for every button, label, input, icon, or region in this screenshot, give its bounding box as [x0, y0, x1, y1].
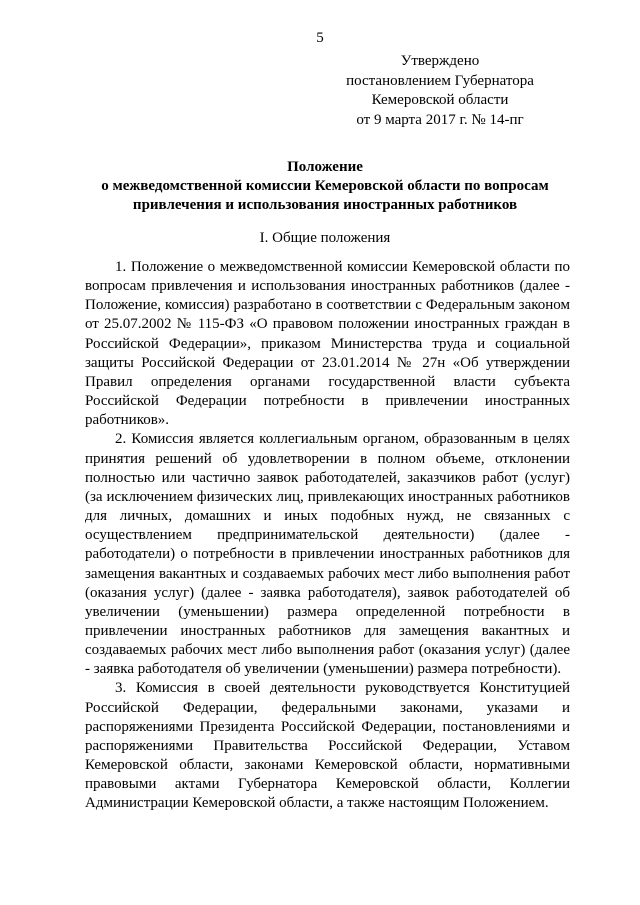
document-title	[80, 158, 570, 215]
page-number: 5	[316, 30, 324, 46]
approval-line: от 9 марта 2017 г. № 14-пг	[356, 111, 524, 128]
approval-line: Кемеровской области	[371, 92, 509, 108]
document-body	[85, 258, 570, 814]
title-line: привлечения и использования иностранных работников	[132, 197, 518, 213]
section-heading: I. Общие положения	[259, 230, 391, 246]
paragraph: 2. Комиссия является коллегиальным органом, образованным в целях принятия решений об удовлетворении в полном объеме, отклонении полностью или частично заявок работодателей, заказчиков работ (услуг) (за исключением физических лиц, привлекающих иностранных работников для личных, домашних и иных подобных нужд, не связанных с осуществлением предпринимательской деятельности) (далее - работодатели) о потребности в привлечении иностранных работников для замещения вакантных и создаваемых рабочих мест либо выполнения работ (оказания услуг) (далее - заявка работодателя), заявок работодателей об увеличении (уменьшении) размера определенной потребности в привлечении иностранных работников для замещения вакантных и создаваемых рабочих мест либо выполнения работ (оказания услуг) (далее - заявка работодателя об увеличении (уменьшении) размера потребности).	[85, 431, 570, 678]
paragraph: 3. Комиссия в своей деятельности руководствуется Конституцией Российской Федерации, федеральными законами, указами и распоряжениями Президента Российской Федерации, постановлениями и распоряжениями Правительства Российской Федерации, Уставом Кемеровской области, законами Кемеровской области, нормативными правовыми актами Губернатора Кемеровской области, Коллегии Администрации Кемеровской области, а также настоящим Положением.	[85, 680, 570, 812]
title-line: Положение	[287, 159, 363, 175]
paragraph: 1. Положение о межведомственной комиссии Кемеровской области по вопросам привлечения и использования иностранных работников (далее - Положение, комиссия) разработано в соответствии с Федеральным законом от 25.07.2002 № 115-ФЗ «О правовом положении иностранных граждан в Российской Федерации», приказом Министерства труда и социальной защиты Российской Федерации от 23.01.2014 № 27н «Об утверждении Правил определения органами государственной власти субъекта Российской Федерации потребности в привлечении иностранных работников».	[85, 259, 570, 429]
approval-stamp	[330, 52, 550, 130]
approval-line: постановлением Губернатора	[346, 72, 534, 89]
title-line: о межведомственной комиссии Кемеровской области по вопросам	[101, 178, 549, 194]
approval-line: Утверждено	[400, 53, 480, 69]
